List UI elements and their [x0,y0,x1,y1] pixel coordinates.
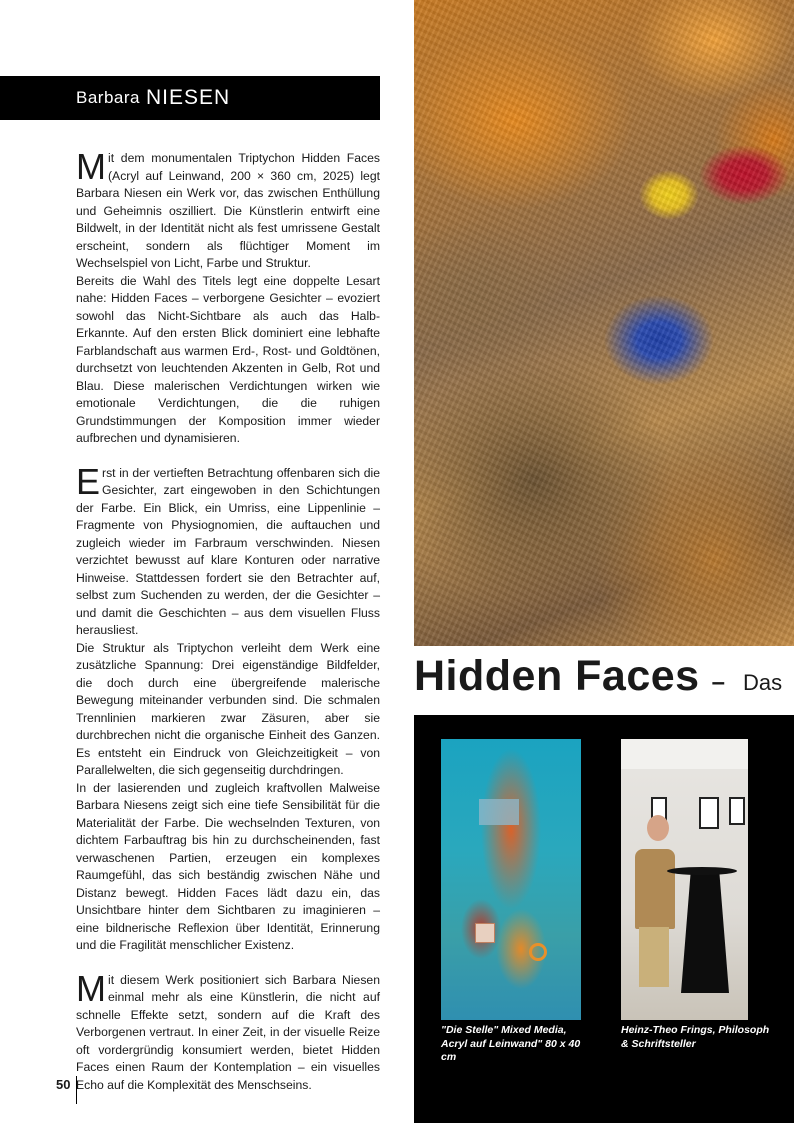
artwork-detail [479,799,519,825]
lectern [681,873,729,993]
headline-title: Hidden Faces [414,652,700,700]
headline [414,652,794,708]
painting-hidden-faces [414,0,794,646]
artwork-detail [529,943,547,961]
paragraph-1: Mit dem monumentalen Triptychon Hidden Faces (Acryl auf Leinwand, 200 × 360 cm, 2025) legt Barbara Niesen ein Werk vor, das zwischen Enthüllung und Geheimnis oszilliert. Die Künstlerin entwirft eine Bildwelt, in der Identität nicht als fest umrissene Gestalt erscheint, sondern als flüchtiger Moment im Wechselspiel von Licht, Farbe und Struktur. [76,146,380,270]
author-last-name: NIESEN [145,86,231,109]
drop-cap: E [76,460,101,502]
portrait-photo [621,739,748,1020]
person-head [647,815,669,841]
drop-cap: M [76,967,106,1009]
painting-texture [414,0,794,646]
lectern-top [667,867,737,875]
caption-artwork: "Die Stelle" Mixed Media, Acryl auf Leinwand" 80 x 40 cm [441,1024,581,1063]
person-body [635,849,675,929]
headline-subtitle: Das [742,670,783,695]
paragraph-4: Die Struktur als Triptychon verleiht dem Werk eine zusätzliche Spannung: Drei eigenständige Bildfelder, die doch durch eine übergreifende malerische Bewegung miteinander verbunden sind. Die schmalen Trennlinien markieren zwar Zäsuren, aber sie durchbrechen nicht die organische Einheit des Ganzen. Es entsteht ein Eindruck von Gleichzeitigkeit – von Parallelwelten, die sich gegenseitig durchdringen. [76,640,380,777]
page-number: 50 [56,1076,77,1104]
paragraph-2: Bereits die Wahl des Titels legt eine doppelte Lesart nahe: Hidden Faces – verborgene Gesichter – evoziert sowohl das Nicht-Sichtbare als auch das Halb-Erkannte. Auf den ersten Blick dominiert eine lebhafte Farblandschaft aus warmen Erd-, Rost- und Goldtönen, durchsetzt von leuchtenden Akzenten in Gelb, Rot und Blau. Diese malerischen Verdichtungen wirken wie emotionale Verdichtungen, die die ruhigen Grundstimmungen der Komposition immer wieder aufbrechen und dynamisieren. [76,273,380,445]
artwork-detail [475,923,495,943]
drop-cap: M [76,146,106,187]
paragraph-3: Erst in der vertieften Betrachtung offenbaren sich die Gesichter, zart eingewoben in den Schichtungen der Farbe. Ein Blick, ein Umriss, eine Lippenlinie – Fragmente von Physiognomien, die auftauchen und zugleich wieder im Farbraum verschwinden. Niesen verzichtet bewusst auf klare Konturen oder narrative Hinweise. Stattdessen fordert sie den Betrachter auf, selbst zum Suchenden zu werden, der die Gesichter – und damit die Geschichten – aus dem visuellen Fluss herausliest. [76,460,380,637]
author-first-name: Barbara [76,88,140,107]
artwork-photo-die-stelle [441,739,581,1020]
article-body [76,146,380,1094]
paragraph-5: In der lasierenden und zugleich kraftvollen Malweise Barbara Niesens zeigt sich eine tiefe Sensibilität für die Materialität der Farbe. Die wechselnden Texturen, von dichtem Farbauftrag bis hin zu durchscheinenden, fast verwaschenen Partien, erzeugen ein komplexes Raumgefühl, das sich beständig zwischen Nähe und Distanz bewegt. Hidden Faces lädt dazu ein, das Unsichtbare hinter dem Sichtbaren zu imaginieren – eine bildnerische Reflexion über Identität, Erinnerung und die Fragilität menschlicher Existenz. [76,780,380,952]
headline-dash: – [711,669,725,696]
person-legs [639,927,669,987]
paragraph-6: Mit diesem Werk positioniert sich Barbara Niesen einmal mehr als eine Künstlerin, die nicht auf schnelle Effekte setzt, sondern auf die Kraft des Verborgenen vertraut. In einer Zeit, in der visuelle Reize oft vordergründig konsumiert werden, bietet Hidden Faces einen Raum der Kontemplation – ein visuelles Echo auf die Komplexität des Menschseins. [76,967,380,1092]
author-header [0,76,380,120]
wall-frame [699,797,719,829]
gallery-ceiling [621,739,748,769]
wall-frame [729,797,745,825]
caption-portrait: Heinz-Theo Frings, Philosoph & Schriftsteller [621,1024,770,1050]
